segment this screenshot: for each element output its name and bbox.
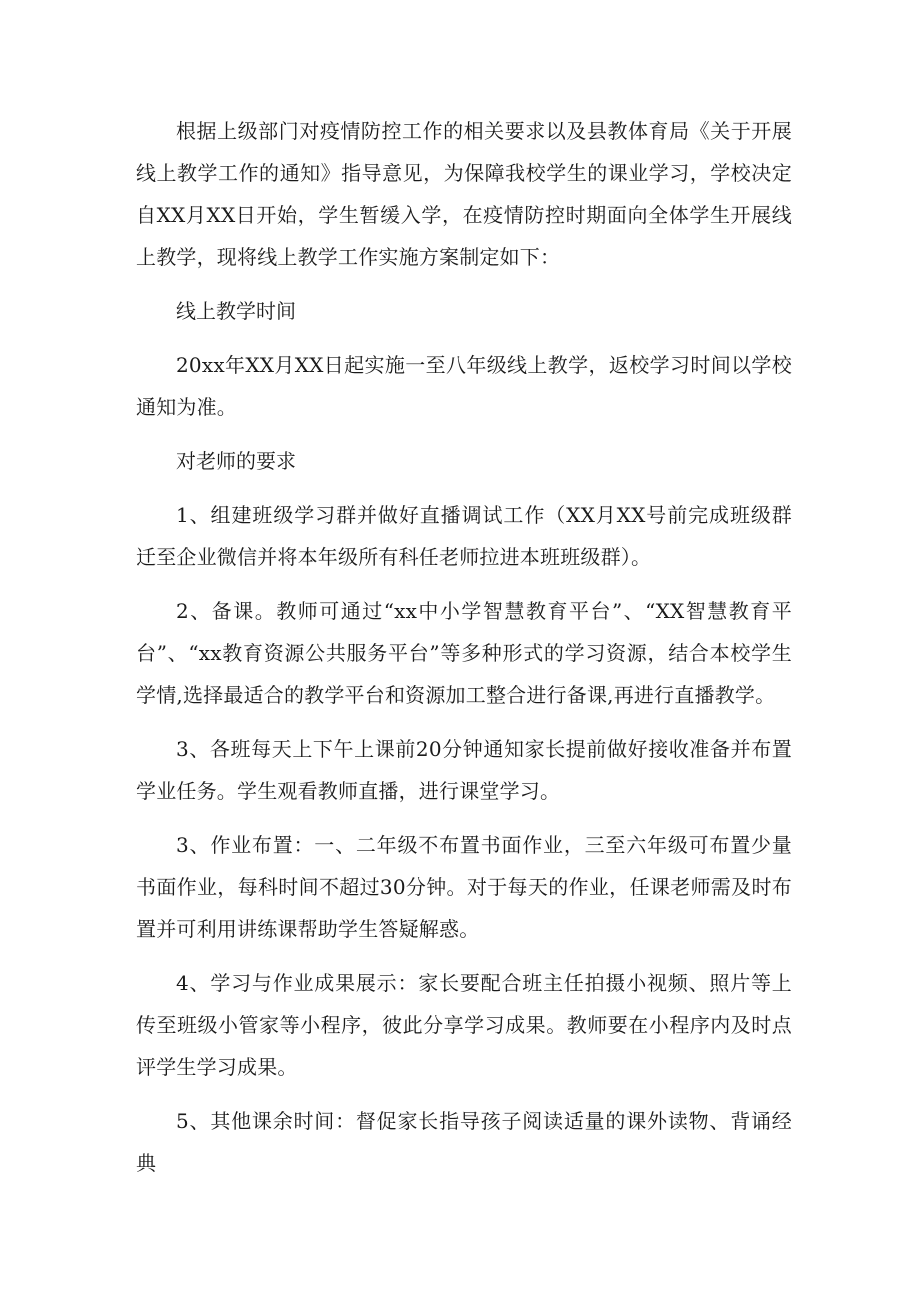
requirement-item-5: 5、其他课余时间：督促家长指导孩子阅读适量的课外读物、背诵经典 (136, 1109, 792, 1175)
requirement-item-3b: 3、作业布置：一、二年级不布置书面作业，三至六年级可布置少量书面作业，每科时间不超过30分钟。对于每天的作业，任课老师需及时布置并可利用讲练课帮助学生答疑解惑。 (136, 833, 792, 941)
requirement-item-3a: 3、各班每天上下午上课前20分钟通知家长提前做好接收准备并布置学业任务。学生观看教师直播，进行课堂学习。 (136, 737, 792, 803)
requirement-item-2: 2、备课。教师可通过“xx中小学智慧教育平台”、“XX智慧教育平台”、“xx教育资源公共服务平台”等多种形式的学习资源，结合本校学生学情,选择最适合的教学平台和资源加工整合进行备课,再进行直播教学。 (136, 599, 792, 707)
section-heading-time: 线上教学时间 (176, 299, 296, 323)
document-body (136, 110, 792, 1196)
intro-paragraph: 根据上级部门对疫情防控工作的相关要求以及县教体育局《关于开展线上教学工作的通知》指导意见，为保障我校学生的课业学习，学校决定自XX月XX日开始，学生暂缓入学，在疫情防控时期面向全体学生开展线上教学，现将线上教学工作实施方案制定如下： (136, 119, 792, 269)
requirement-item-4: 4、学习与作业成果展示：家长要配合班主任拍摄小视频、照片等上传至班级小管家等小程序，彼此分享学习成果。教师要在小程序内及时点评学生学习成果。 (136, 971, 792, 1079)
section-heading-teacher-requirements: 对老师的要求 (176, 449, 296, 473)
time-paragraph: 20xx年XX月XX日起实施一至八年级线上教学，返校学习时间以学校通知为准。 (136, 353, 792, 419)
requirement-item-1: 1、组建班级学习群并做好直播调试工作（XX月XX号前完成班级群迁至企业微信并将本年级所有科任老师拉进本班班级群）。 (136, 503, 792, 569)
